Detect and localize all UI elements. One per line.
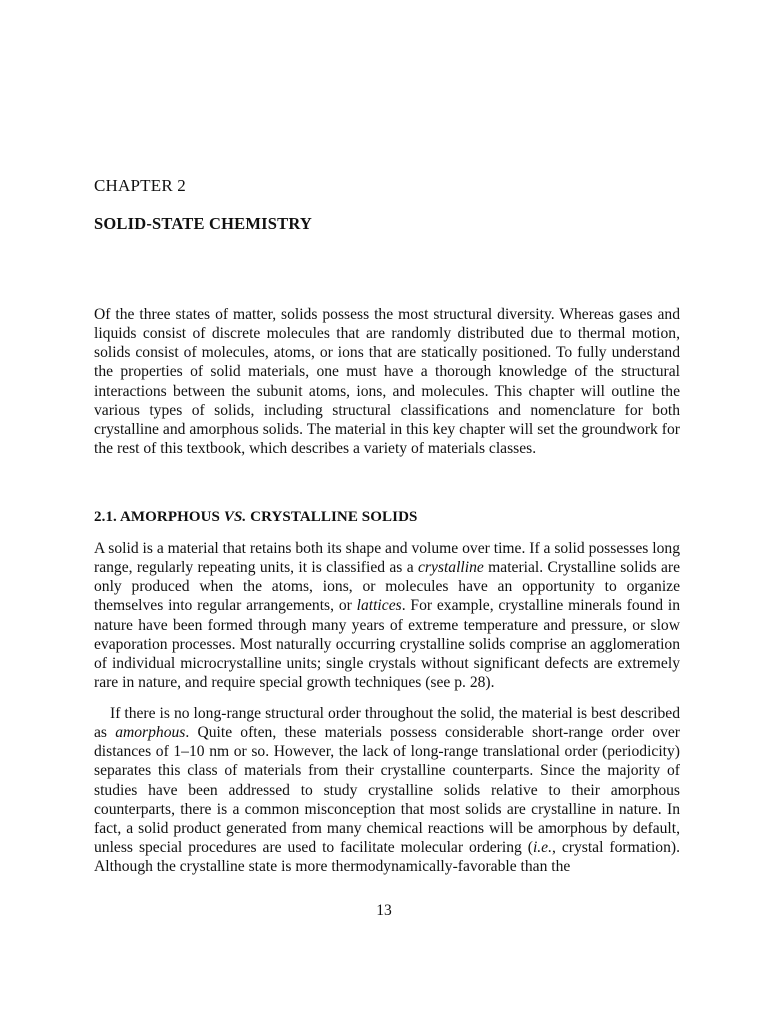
para2-text-1: If there is no long-range structural order throughout the solid, the material is best described as — [94, 705, 680, 742]
chapter-title: SOLID-STATE CHEMISTRY — [94, 214, 313, 233]
section-title-vs: VS. — [223, 509, 247, 525]
section-heading — [94, 509, 417, 526]
para2-text-3: , crystal formation). Although the crystalline state is more thermodynamically-favorable than the — [94, 839, 680, 876]
body-paragraph-2 — [94, 704, 680, 876]
para2-emphasis-amorphous: amorphous — [115, 724, 186, 742]
section-title-part1: AMORPHOUS — [119, 509, 221, 525]
para1-emphasis-crystalline: crystalline — [417, 559, 484, 577]
para2-emphasis-ie: i.e. — [532, 839, 553, 857]
para1-emphasis-lattices: lattices — [356, 597, 402, 615]
page-number: 13 — [376, 902, 392, 919]
intro-paragraph: Of the three states of matter, solids possess the most structural diversity. Whereas gases and liquids consist of discrete molecules that are randomly distributed due to thermal motion, solids consist of molecules, atoms, or ions that are statically positioned. To fully understand the properties of solid materials, one must have a thorough knowledge of the structural interactions between the subunit atoms, ions, and molecules. This chapter will outline the various types of solids, including structural classifications and nomenclature for both crystalline and amorphous solids. The material in this key chapter will set the groundwork for the rest of this textbook, which describes a variety of materials classes. — [94, 306, 680, 458]
section-title-part2: CRYSTALLINE SOLIDS — [250, 509, 418, 525]
chapter-label: CHAPTER 2 — [94, 176, 187, 195]
para2-text-2: . Quite often, these materials possess considerable short-range order over distances of 1–10 nm or so. However, the lack of long-range translational order (periodicity) separates this class of materials from their crystalline counterparts. Since the majority of studies have been addressed to study crystalline solids relative to their amorphous counterparts, there is a common misconception that most solids are crystalline in nature. In fact, a solid product generated from many chemical reactions will be amorphous by default, unless special procedures are used to facilitate molecular ordering ( — [94, 724, 680, 857]
body-paragraph-1 — [94, 539, 680, 692]
para1-text-1: A solid is a material that retains both its shape and volume over time. If a solid possesses long range, regularly repeating units, it is classified as a — [94, 540, 680, 577]
para1-text-2: material. Crystalline solids are only produced when the atoms, ions, or molecules have an opportunity to organize themselves into regular arrangements, or — [94, 559, 681, 615]
section-number: 2.1. — [94, 509, 117, 525]
para1-text-3: . For example, crystalline minerals found in nature have been formed through many years of extreme temperature and pressure, or slow evaporation processes. Most naturally occurring crystalline solids comprise an agglomeration of individual microcrystalline units; single crystals without significant defects are extremely rare in nature, and require special growth techniques (see p. 28). — [94, 597, 680, 692]
